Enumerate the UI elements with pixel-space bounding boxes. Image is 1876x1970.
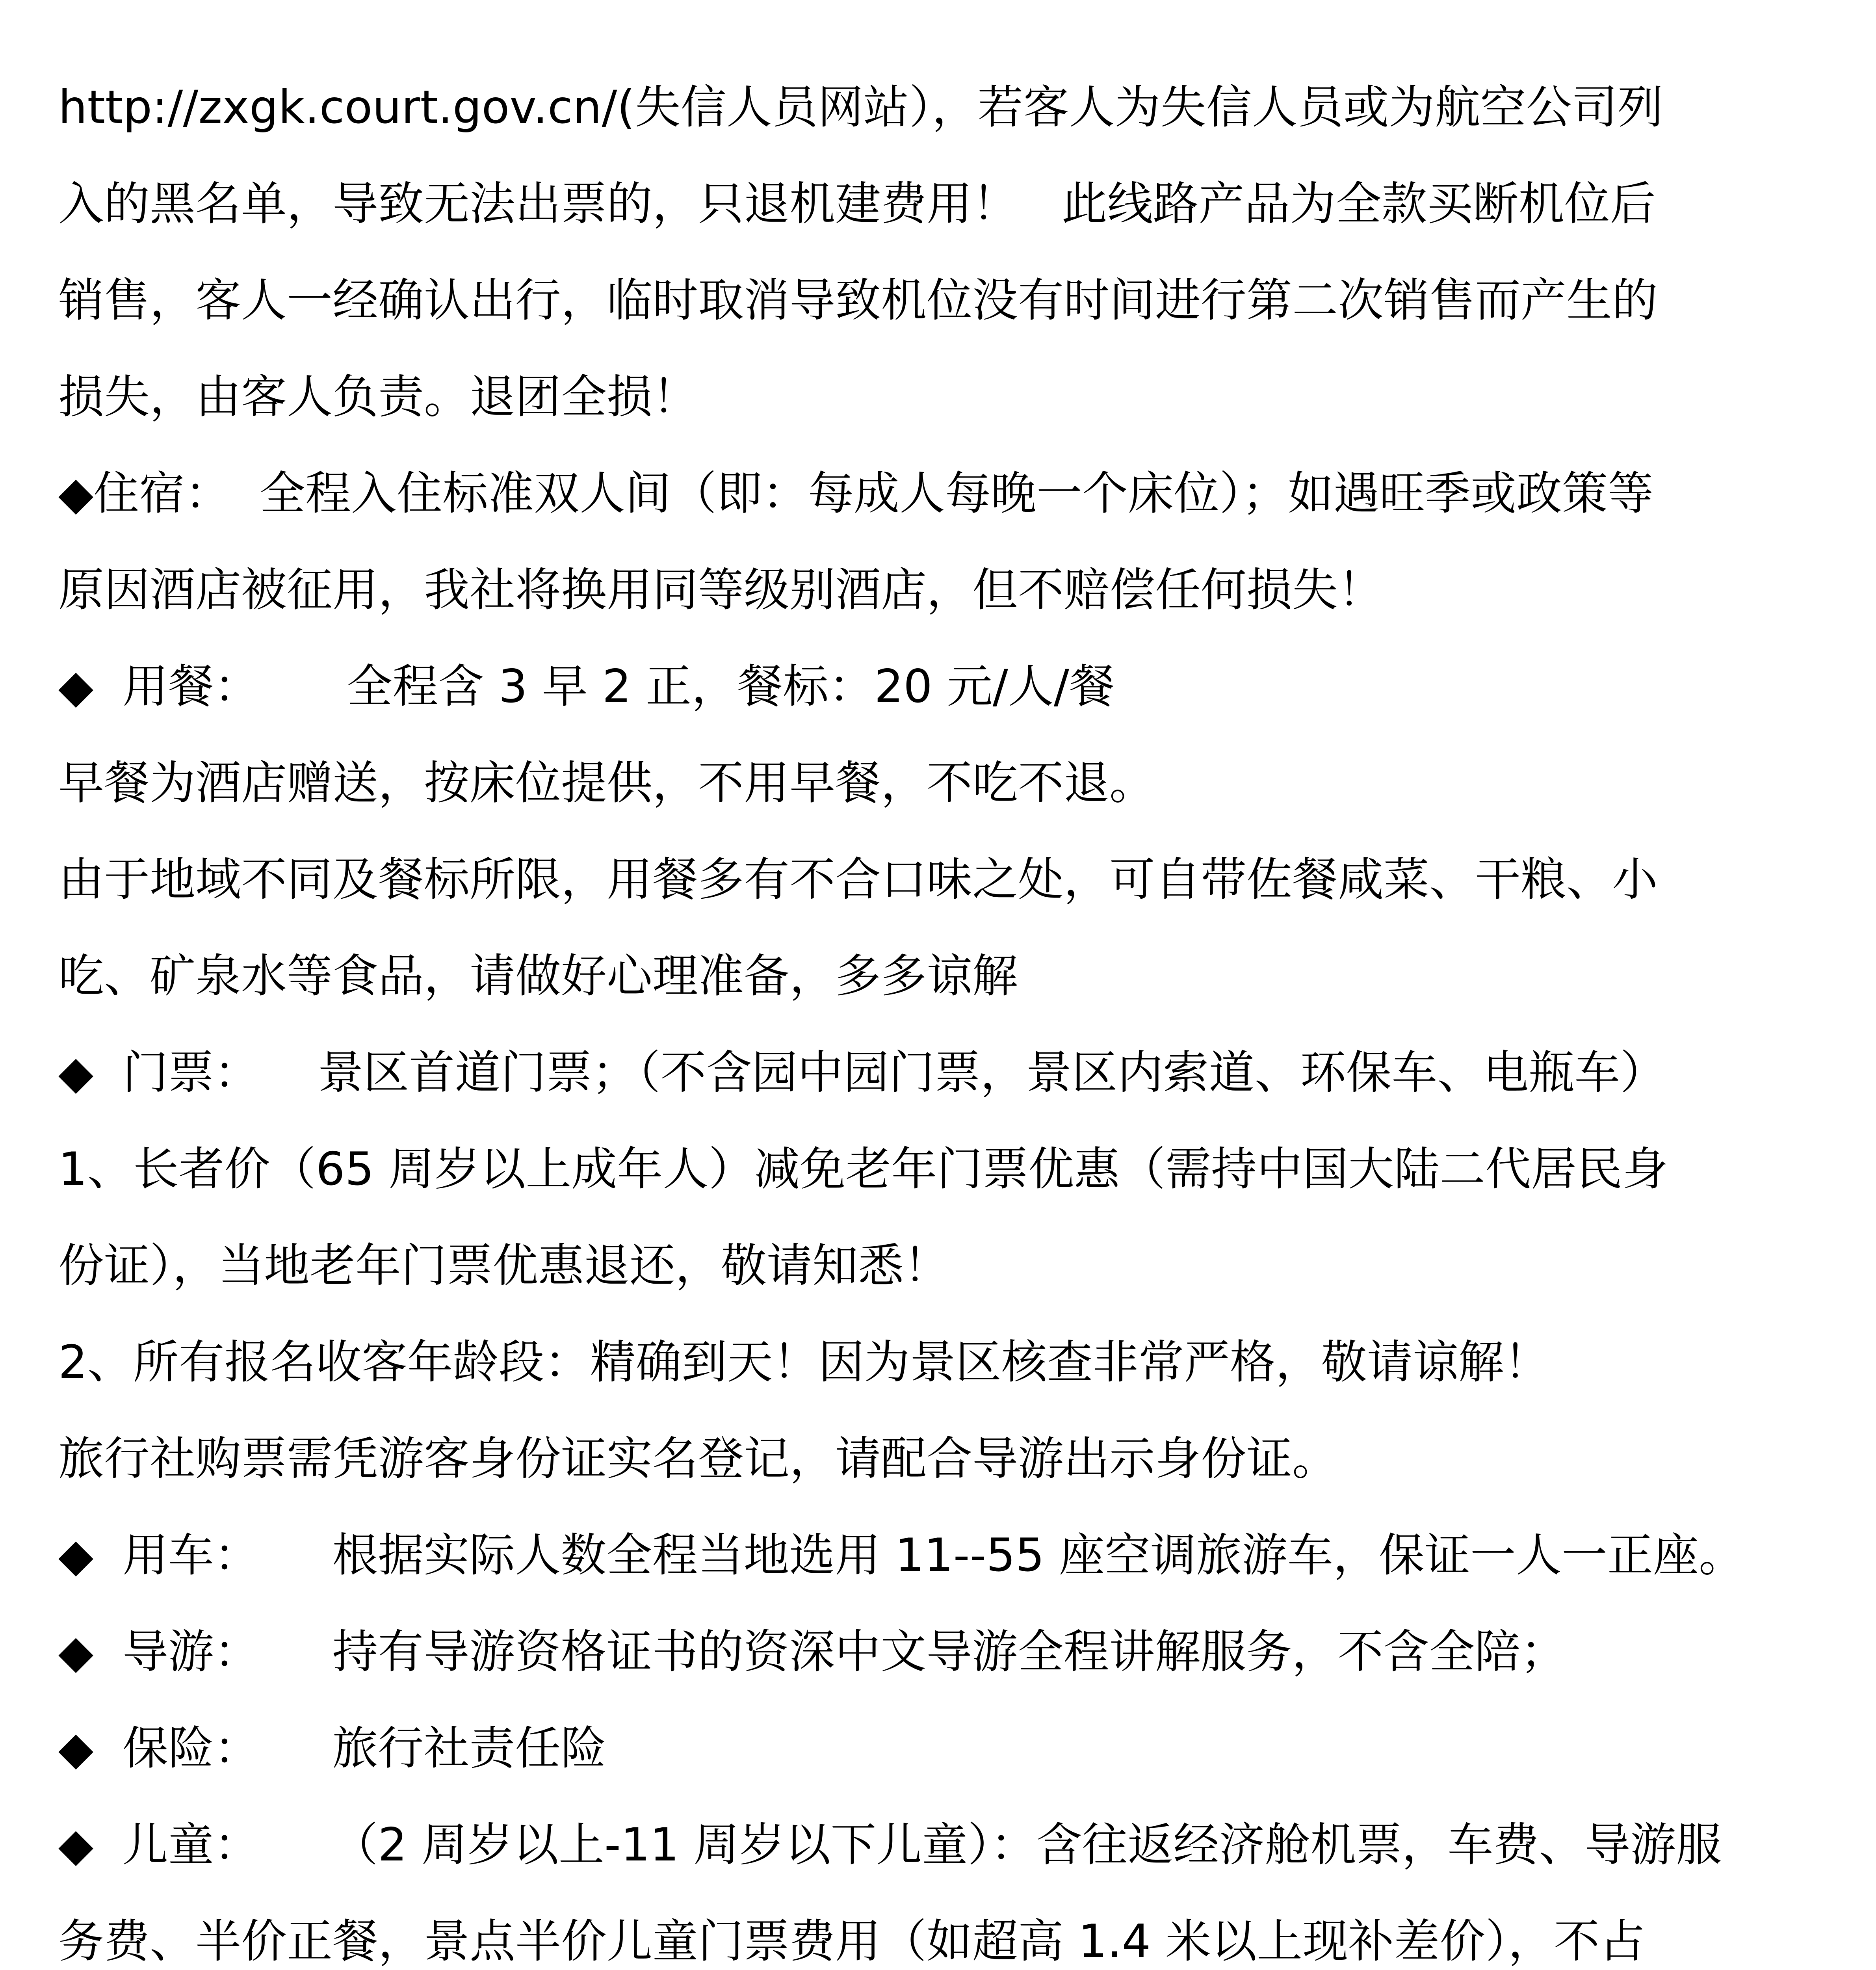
text-line: 损失，由客人负责。退团全损！: [58, 370, 698, 424]
text-line: 原因酒店被征用，我社将换用同等级别酒店，但不赔偿任何损失！: [58, 563, 1384, 617]
text-line: 1、长者价（65 周岁以上成年人）减免老年门票优惠（需持中国大陆二代居民身: [58, 1143, 1668, 1196]
text-line: ◆ 用餐： 全程含 3 早 2 正，餐标：20 元/人/餐: [58, 660, 1115, 713]
text-line: ◆ 用车： 根据实际人数全程当地选用 11--55 座空调旅游车，保证一人一正座。: [58, 1529, 1744, 1582]
text-line: 销售，客人一经确认出行，临时取消导致机位没有时间进行第二次销售而产生的: [58, 274, 1658, 327]
text-line: 早餐为酒店赠送，按床位提供，不用早餐，不吃不退。: [58, 756, 1155, 810]
text-line: ◆ 儿童： （2 周岁以上-11 周岁以下儿童）：含往返经济舱机票，车费、导游服: [58, 1818, 1722, 1872]
text-line: 由于地域不同及餐标所限，用餐多有不合口味之处，可自带佐餐咸菜、干粮、小: [58, 853, 1658, 906]
document-page: [58, 59, 1819, 1970]
text-line: ◆ 门票： 景区首道门票；（不含园中园门票，景区内索道、环保车、电瓶车）: [58, 1046, 1666, 1099]
text-line: ◆ 保险： 旅行社责任险: [58, 1722, 607, 1775]
text-line: http://zxgk.court.gov.cn/(失信人员网站），若客人为失信人员或为航空公司列: [58, 81, 1663, 134]
text-line: 份证），当地老年门票优惠退还，敬请知悉！: [58, 1239, 949, 1292]
text-line: ◆住宿： 全程入住标准双人间（即：每成人每晚一个床位）；如遇旺季或政策等: [58, 467, 1653, 520]
text-line: 入的黑名单，导致无法出票的，只退机建费用！ 此线路产品为全款买断机位后: [58, 177, 1656, 230]
text-line: 务费、半价正餐，景点半价儿童门票费用（如超高 1.4 米以上现补差价），不占: [58, 1915, 1646, 1968]
text-line: 旅行社购票需凭游客身份证实名登记，请配合导游出示身份证。: [58, 1432, 1338, 1485]
text-line: 吃、矿泉水等食品，请做好心理准备，多多谅解: [58, 950, 1018, 1003]
text-line: ◆ 导游： 持有导游资格证书的资深中文导游全程讲解服务，不含全陪；: [58, 1625, 1566, 1678]
text-line: 2、所有报名收客年龄段：精确到天！因为景区核查非常严格，敬请谅解！: [58, 1336, 1550, 1389]
